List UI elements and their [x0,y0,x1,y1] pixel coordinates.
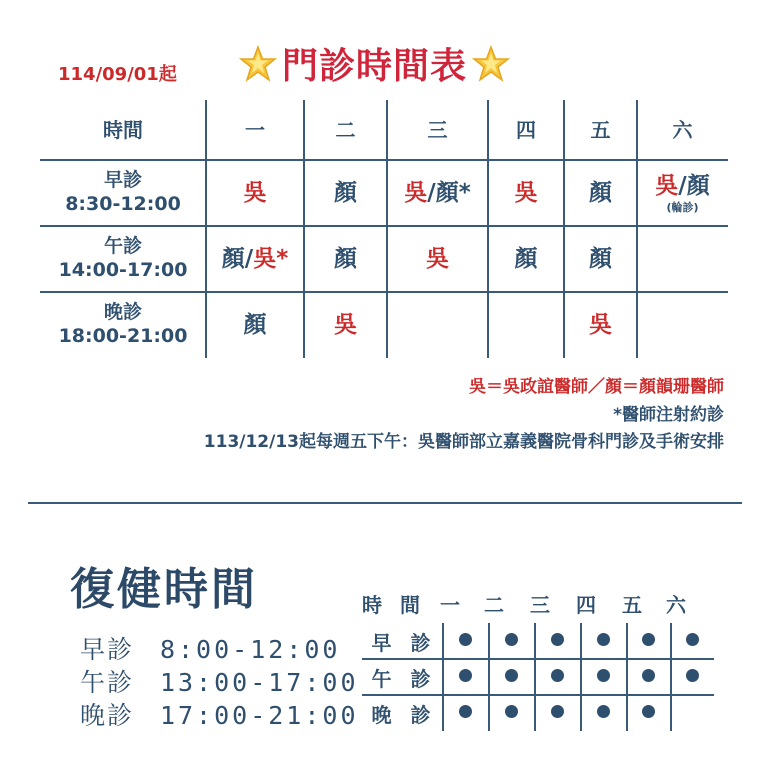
available-dot [686,669,699,682]
rehab-grid-vline [626,623,628,731]
rehab-header-day: 四 [576,592,596,617]
rehab-session-evening [80,696,359,732]
schedule-cell [637,292,728,358]
legend-separator: ／ [588,377,605,397]
session-time: 14:00-17:00 [58,259,188,281]
header-day: 二 [335,117,356,142]
doctor-name: 顏* [435,179,471,206]
rehab-row-char: 診 [410,702,431,727]
header-day: 六 [672,117,693,142]
available-dot [459,633,472,646]
rehab-session-label: 早診 [80,635,135,664]
doctor-name: 吳 [243,179,267,206]
doctor-name: / [427,179,436,206]
session-name: 午診 [103,235,142,258]
schedule-cell [387,292,488,358]
available-dot [459,705,472,718]
session-label [40,160,206,226]
schedule-cell [304,226,387,292]
rehab-grid-vline [442,623,444,731]
rehab-session-label: 晚診 [80,701,135,730]
session-time: 8:30-12:00 [65,193,181,215]
star-icon [471,44,511,84]
section-divider [28,502,742,504]
doctor-name: 吳* [253,245,289,272]
surgery-note: 113/12/13起每週五下午：吳醫師部立嘉義醫院骨科門診及手術安排 [203,432,724,452]
legend-wu: 吳＝吳政誼醫師 [469,377,588,397]
doctor-name: / [678,172,687,199]
available-dot [505,633,518,646]
rehab-header-time: 間 [400,592,420,617]
doctor-assignment [244,179,267,208]
doctor-assignment [334,245,357,274]
schedule-cell [564,160,637,226]
rehab-session-afternoon [80,663,359,699]
header-time: 時間 [103,117,143,142]
doctor-name: 顏 [243,311,267,338]
rehab-session-time: 17:00-21:00 [159,701,359,730]
schedule-cell [206,226,304,292]
available-dot [642,669,655,682]
rehab-row-label [362,623,440,659]
doctor-name: 吳 [514,179,538,206]
schedule-cell [637,160,728,226]
doctor-assignment [589,179,612,208]
rehab-row-char: 診 [410,630,431,655]
schedule-cell [488,292,564,358]
header-day: 三 [427,117,448,142]
schedule-cell [304,292,387,358]
available-dot [459,669,472,682]
rehab-grid-vline [670,623,672,731]
doctor-name: 顏 [221,245,245,272]
session-time: 18:00-21:00 [58,325,188,347]
doctor-name: 吳 [426,245,449,272]
doctor-name: 吳 [334,311,357,338]
doctor-name: 吳 [655,172,679,199]
schedule-cell [564,292,637,358]
available-dot [642,633,655,646]
rehab-header-time: 時 [362,592,382,617]
doctor-name: 顏 [589,179,612,206]
available-dot [551,669,564,682]
doctor-assignment [222,245,288,274]
available-dot [505,669,518,682]
schedule-cell [206,160,304,226]
header-day: 一 [245,117,265,142]
rehab-row-char: 晚 [371,702,392,727]
doctor-assignment [515,245,538,274]
doctor-name: 顏 [589,245,612,272]
doctor-name: 顏 [686,172,710,199]
schedule-cell [304,160,387,226]
available-dot [686,633,699,646]
rehab-header-day: 六 [666,592,686,617]
clinic-schedule-table [40,100,728,358]
session-name: 晚診 [103,301,142,324]
doctor-name: 吳 [404,179,428,206]
available-dot [597,633,610,646]
doctor-legend [469,372,724,397]
doctor-assignment [334,179,357,208]
available-dot [597,669,610,682]
legend-yan: 顏＝顏韻珊醫師 [605,377,724,397]
rehab-header-day: 二 [484,592,504,617]
rehab-row-char: 早 [371,630,392,655]
doctor-assignment [404,179,470,208]
doctor-name: / [244,245,254,272]
schedule-cell [564,226,637,292]
effective-date: 114/09/01起 [58,64,177,85]
rehab-session-label: 午診 [80,668,135,697]
doctor-assignment [426,245,449,274]
doctor-assignment [334,311,357,340]
rehab-header-day: 五 [622,592,642,617]
doctor-name: 吳 [589,311,612,338]
session-label [40,226,206,292]
doctor-name: 顏 [514,245,538,272]
schedule-cell [637,226,728,292]
doctor-assignment [589,311,612,340]
rehab-schedule-table [362,585,722,731]
rotation-note: (輪診) [666,200,699,214]
rehab-grid-vline [488,623,490,731]
rehab-session-time: 8:00-12:00 [159,635,341,664]
available-dot [642,705,655,718]
rehab-session-morning [80,630,340,666]
doctor-name: 顏 [334,179,357,206]
schedule-cell [387,160,488,226]
header-day: 五 [590,117,611,142]
doctor-assignment [589,245,612,274]
rehab-header-day: 一 [440,592,460,617]
rehab-session-time: 13:00-17:00 [159,668,359,697]
schedule-cell [206,292,304,358]
doctor-assignment [655,172,709,201]
title-bar [238,38,511,89]
rehab-title: 復健時間 [70,564,258,615]
available-dot [551,633,564,646]
available-dot [551,705,564,718]
header-day: 四 [516,117,536,142]
schedule-cell [488,226,564,292]
rehab-row-label [362,695,440,731]
rehab-grid-vline [534,623,536,731]
rehab-row-label [362,659,440,695]
rehab-grid-vline [580,623,582,731]
rehab-header-day: 三 [530,592,550,617]
star-icon [238,44,278,84]
doctor-assignment [515,179,538,208]
schedule-cell [387,226,488,292]
doctor-assignment [244,311,267,340]
session-label [40,292,206,358]
available-dot [505,705,518,718]
injection-note: *醫師注射約診 [613,405,724,425]
schedule-cell [488,160,564,226]
doctor-name: 顏 [334,245,357,272]
rehab-row-char: 診 [410,666,431,691]
session-name: 早診 [103,169,142,192]
rehab-row-char: 午 [371,666,392,691]
available-dot [597,705,610,718]
page-title: 門診時間表 [282,46,468,87]
